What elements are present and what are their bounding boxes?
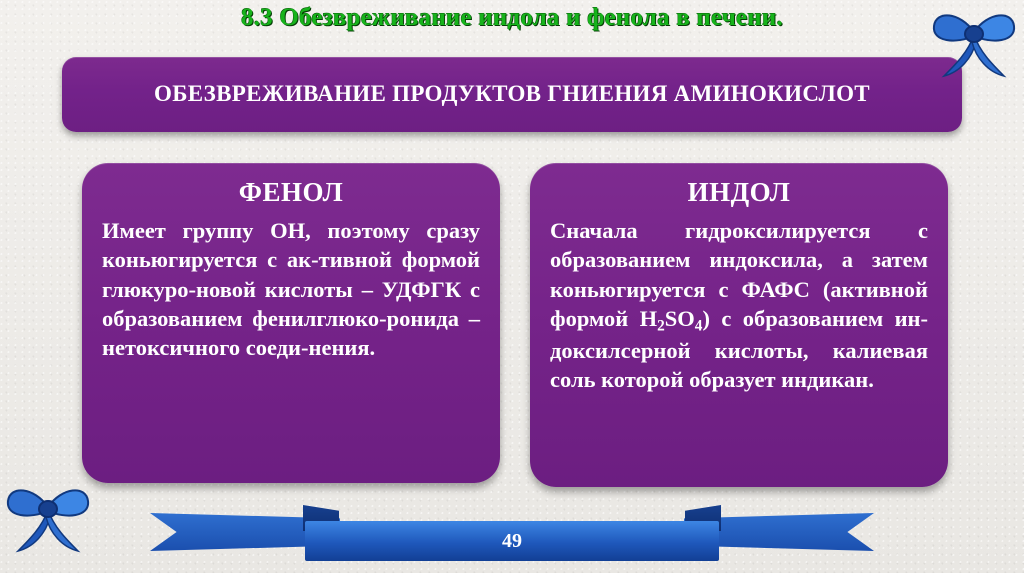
cards-container <box>0 163 1024 493</box>
card-indole-title: ИНДОЛ <box>687 177 791 207</box>
card-indole-body-sub2: 4 <box>694 317 703 335</box>
card-phenol <box>82 163 500 483</box>
card-indole-body-sub1: 2 <box>657 317 665 335</box>
ribbon-bow-icon <box>926 2 1022 80</box>
card-indole-body-part1: Сначала гидроксилируется с образованием индоксила, а затем коньюгируется с ФАФС (активной формой H <box>550 218 928 331</box>
card-indole-body <box>550 216 928 394</box>
section-banner-label: ОБЕЗВРЕЖИВАНИЕ ПРОДУКТОВ ГНИЕНИЯ АМИНОКИСЛОТ <box>154 81 870 107</box>
bottom-ribbon <box>0 495 1024 565</box>
card-phenol-body: Имеет группу ОН, поэтому сразу коньюгируется с ак-тивной формой глюкуро-новой кислоты – УДФГК с образованием фенилглюко-ронида – нетоксичного соеди-нения. <box>102 218 480 360</box>
card-phenol-title: ФЕНОЛ <box>238 177 344 207</box>
ribbon-bow-icon <box>0 477 96 555</box>
page-number: 49 <box>502 529 522 552</box>
card-indole-body-part3: ) с образованием ин-доксилсерной кислоты, калиевая соль которой образует индикан. <box>550 305 928 393</box>
card-indole-body-part2: SO <box>664 305 695 331</box>
ribbon-center <box>305 521 719 561</box>
section-banner <box>62 57 962 132</box>
card-indole <box>530 163 948 487</box>
page-title: 8.3 Обезвреживание индола и фенола в печени. <box>241 4 783 31</box>
